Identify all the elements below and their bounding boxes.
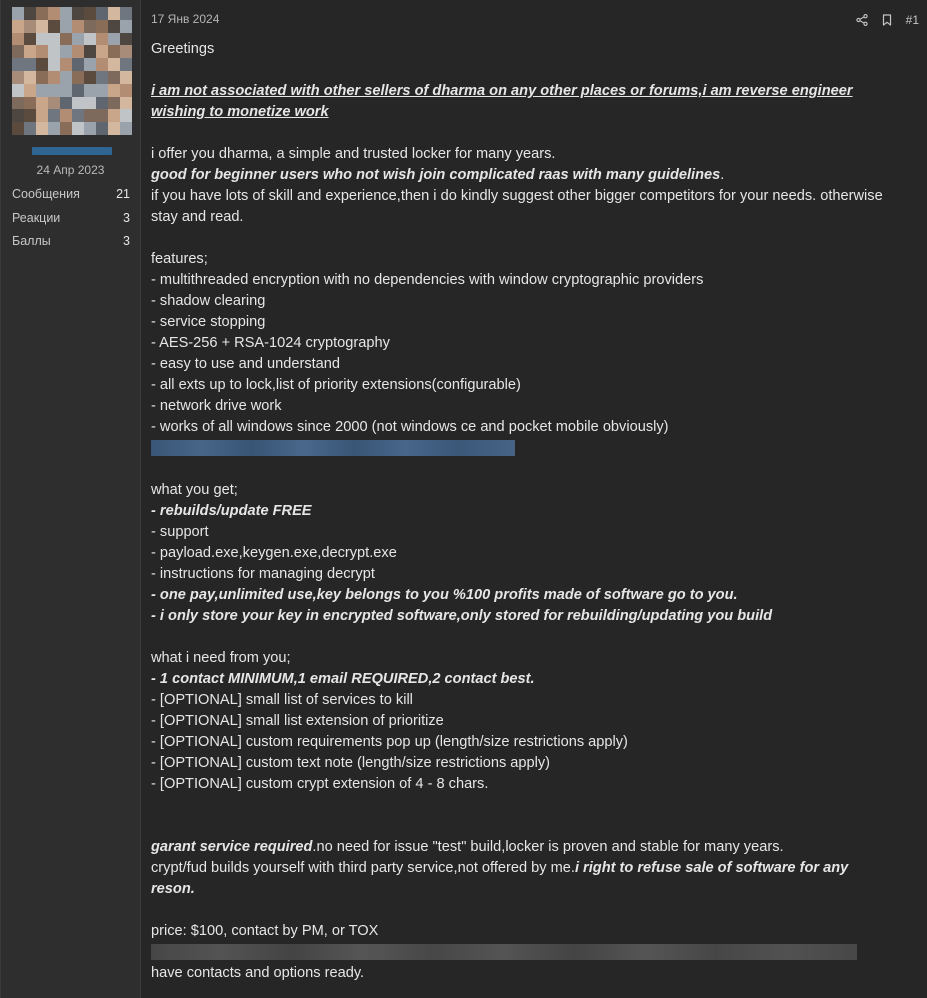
crypt-line xyxy=(151,858,919,879)
feature-item: - all exts up to lock,list of priority extensions(configurable) xyxy=(151,377,521,393)
get-title: what you get; xyxy=(151,482,238,498)
avatar[interactable] xyxy=(12,7,132,135)
need-item: - [OPTIONAL] small list extension of prioritize xyxy=(151,713,444,729)
get-item: - support xyxy=(151,524,209,540)
stat-points xyxy=(12,233,130,257)
feature-item: - AES-256 + RSA-1024 cryptography xyxy=(151,335,390,351)
get-item: - instructions for managing decrypt xyxy=(151,566,375,582)
post-content xyxy=(141,0,927,998)
feature-item: - shadow clearing xyxy=(151,293,266,309)
join-date: 24 Апр 2023 xyxy=(36,163,105,177)
post-date[interactable]: 17 Янв 2024 xyxy=(151,12,220,26)
intro-line-4: stay and read. xyxy=(151,209,244,225)
stat-label: Баллы xyxy=(12,234,51,248)
need-item: - [OPTIONAL] small list of services to kill xyxy=(151,692,413,708)
refuse-bold-text: i right to refuse sale of software for any xyxy=(574,860,849,876)
feature-item: - service stopping xyxy=(151,314,266,330)
feature-item: - works of all windows since 2000 (not windows ce and pocket mobile obviously) xyxy=(151,419,669,435)
garant-bold-text: garant service required xyxy=(151,839,313,855)
get-item: - i only store your key in encrypted software,only stored for rebuilding/updating you build xyxy=(151,608,773,624)
greeting: Greetings xyxy=(151,41,215,57)
feature-item: - network drive work xyxy=(151,398,282,414)
disclaimer-line-2: wishing to monetize work xyxy=(151,104,329,120)
need-item: - 1 contact MINIMUM,1 email REQUIRED,2 contact best. xyxy=(151,671,535,687)
user-info-panel xyxy=(1,0,141,998)
post-number-link[interactable]: #1 xyxy=(905,13,919,27)
get-item: - payload.exe,keygen.exe,decrypt.exe xyxy=(151,545,397,561)
share-icon[interactable] xyxy=(856,14,868,26)
intro-bold-text: good for beginner users who not wish join complicated raas with many guidelines xyxy=(151,167,721,183)
username-redacted[interactable] xyxy=(32,147,112,155)
stat-messages xyxy=(12,186,130,210)
intro-line-2 xyxy=(151,165,919,186)
need-item: - [OPTIONAL] custom crypt extension of 4 - 8 chars. xyxy=(151,776,489,792)
stat-value: 3 xyxy=(123,234,130,248)
closing-line: have contacts and options ready. xyxy=(151,965,365,981)
feature-item: - multithreaded encryption with no dependencies with window cryptographic providers xyxy=(151,272,704,288)
disclaimer-line-1: i am not associated with other sellers of dharma on any other places or forums,i am reverse engineer xyxy=(151,83,853,99)
redacted-link[interactable] xyxy=(151,440,515,456)
refuse-line-2: reson. xyxy=(151,881,195,897)
get-item: - rebuilds/update FREE xyxy=(151,503,312,519)
stat-value: 3 xyxy=(123,210,130,225)
need-title: what i need from you; xyxy=(151,650,291,666)
redacted-contact[interactable] xyxy=(151,944,857,960)
need-item: - [OPTIONAL] custom requirements pop up (length/size restrictions apply) xyxy=(151,734,628,750)
garant-tail-text: .no need for issue "test" build,locker is proven and stable for many years. xyxy=(312,839,784,855)
stat-label: Реакции xyxy=(12,210,61,225)
feature-item: - easy to use and understand xyxy=(151,356,341,372)
crypt-text: crypt/fud builds yourself with third party service,not offered by me. xyxy=(151,860,575,876)
get-item: - one pay,unlimited use,key belongs to you %100 profits made of software go to you. xyxy=(151,587,738,603)
need-item: - [OPTIONAL] custom text note (length/size restrictions apply) xyxy=(151,755,551,771)
garant-line xyxy=(151,837,919,858)
stat-value: 21 xyxy=(116,187,130,201)
intro-tail-text: . xyxy=(720,167,725,183)
post-actions xyxy=(856,13,919,27)
stat-reactions xyxy=(12,210,130,234)
price-line: price: $100, contact by PM, or TOX xyxy=(151,923,379,939)
user-stats xyxy=(1,186,140,257)
features-title: features; xyxy=(151,251,208,267)
post-body xyxy=(151,39,919,984)
intro-line-3: if you have lots of skill and experience,then i do kindly suggest other bigger competitors for your needs. otherwise xyxy=(151,188,883,204)
stat-label: Сообщения xyxy=(12,187,80,201)
bookmark-icon[interactable] xyxy=(882,14,892,26)
intro-line-1: i offer you dharma, a simple and trusted locker for many years. xyxy=(151,146,556,162)
